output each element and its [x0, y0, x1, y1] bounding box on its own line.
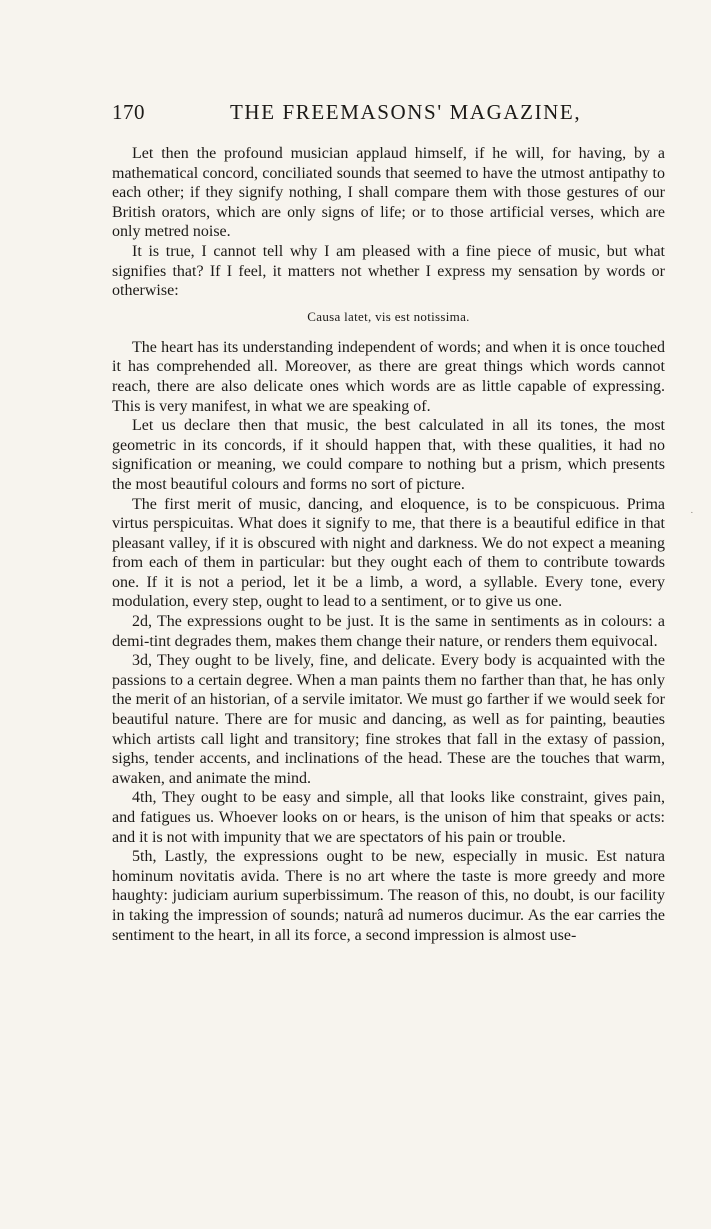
paragraph: 3d, They ought to be lively, fine, and delicate. Every body is acquainted with the passions to a certain degree. When a man paints them no farther than that, he has only the merit of an historian, of a servile imitator. We must go farther if we would seek for beautiful nature. There are for music and dancing, as well as for painting, beauties which artists call light and transitory; fine strokes that fall in the extasy of passion, sighs, tender accents, and inclinations of the head. These are the touches that warm, awaken, and animate the mind. — [112, 652, 665, 787]
paragraph: Let then the profound musician applaud himself, if he will, for having, by a mathematical concord, conciliated sounds that seemed to have the utmost antipathy to each other; if they signify nothing, I shall compare them with those gestures of our British orators, which are only signs of life; or to those artificial verses, which are only metred noise. — [112, 145, 665, 241]
running-title: THE FREEMASONS' MAGAZINE, — [230, 100, 582, 124]
article-body — [112, 144, 665, 945]
page-header — [112, 100, 665, 134]
paragraph: 4th, They ought to be easy and simple, all that looks like constraint, gives pain, and fatigues us. Whoever looks on or hears, is the unison of him that speaks or acts: and it is not with impunity that we are spectators of his pain or trouble. — [112, 789, 665, 846]
paragraph: Let us declare then that music, the best calculated in all its tones, the most geometric in its concords, if it should happen that, with these qualities, it had no signification or meaning, we could compare to nothing but a prism, which presents the most beautiful colours and forms no sort of picture. — [112, 417, 665, 493]
paragraph: The first merit of music, dancing, and eloquence, is to be conspicuous. Prima virtus perspicuitas. What does it signify to me, that there is a beautiful edifice in that pleasant valley, if it is obscured with night and darkness. We do not expect a meaning from each of them in particular: but they ought each of them to contribute towards one. If it is not a period, let it be a limb, a word, a syllable. Every tone, every modulation, every step, ought to lead to a sentiment, or to give us one. — [112, 495, 665, 611]
paragraph: 2d, The expressions ought to be just. It is the same in sentiments as in colours: a demi-tint degrades them, makes them change their nature, or renders them equivocal. — [112, 613, 665, 650]
page-number: 170 — [112, 100, 145, 124]
paragraph: It is true, I cannot tell why I am pleased with a fine piece of music, but what signifies that? If I feel, it matters not whether I express my sensation by words or otherwise: — [112, 242, 665, 300]
paragraph: 5th, Lastly, the expressions ought to be new, especially in music. Est natura hominum novitatis avida. There is no art where the taste is more greedy and more haughty: judiciam aurium superbissimum. The reason of this, no doubt, is our facility in taking the impression of sounds; naturâ ad numeros ducimur. As the ear carries the sentiment to the heart, in all its force, a second impression is almost use- — [112, 848, 665, 944]
print-speck-mark: ˙ — [690, 510, 694, 522]
paragraph: The heart has its understanding independent of words; and when it is once touched it has comprehended all. Moreover, as there are great things which words cannot reach, there are also delicate ones which words are as little capable of expressing. This is very manifest, in what we are speaking of. — [112, 338, 665, 415]
latin-quotation: Causa latet, vis est notissima. — [307, 308, 470, 324]
